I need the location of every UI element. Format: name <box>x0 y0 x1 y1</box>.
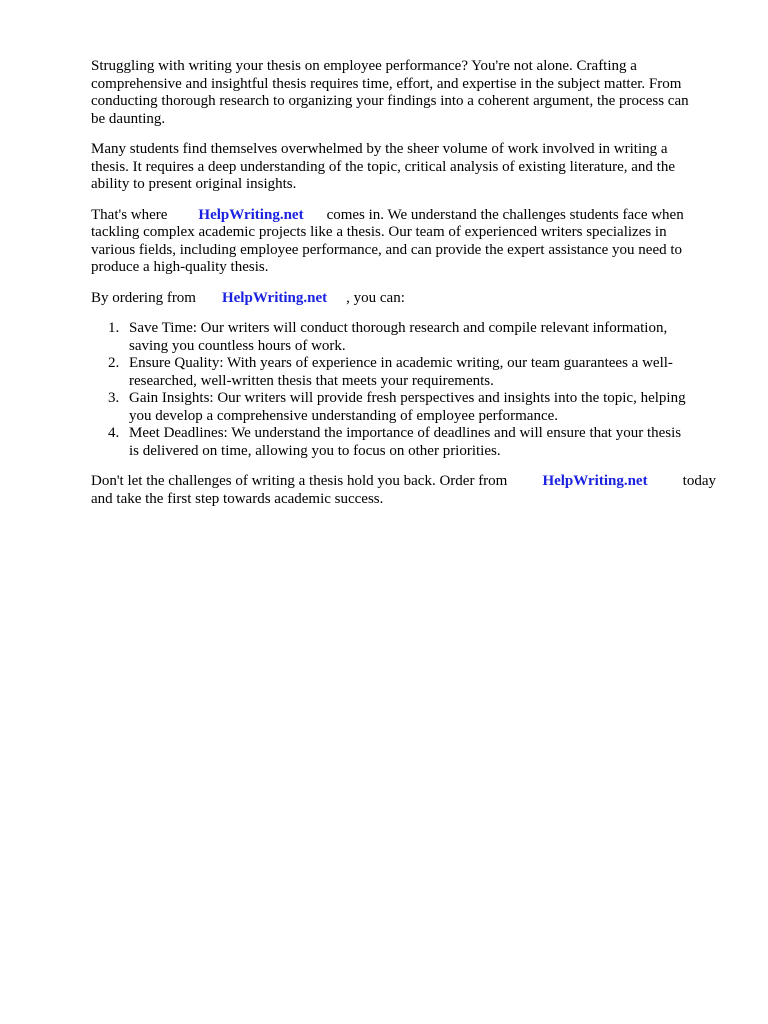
text-fragment: , you can: <box>346 289 405 306</box>
text-fragment: That's where <box>91 206 168 223</box>
text-line: Save Time: Our writers will conduct thorough research and compile relevant information, <box>129 320 668 336</box>
text-line-with-link <box>91 473 716 491</box>
text-fragment: Don't let the challenges of writing a thesis hold you back. Order from <box>91 473 508 489</box>
list-item <box>91 390 716 425</box>
text-line: is delivered on time, allowing you to focus on other priorities. <box>129 442 501 459</box>
text-line: thesis. It requires a deep understanding of the topic, critical analysis of existing literature, and the <box>91 158 675 175</box>
text-line: and take the first step towards academic success. <box>91 490 384 507</box>
list-item <box>91 425 716 460</box>
helpwriting-link[interactable]: HelpWriting.net <box>198 206 304 223</box>
text-line: tackling complex academic projects like a thesis. Our team of experienced writers specializes in <box>91 224 667 240</box>
overwhelmed-paragraph <box>91 141 716 194</box>
text-line-with-link <box>91 207 716 225</box>
list-number: 2. <box>108 355 120 371</box>
closing-paragraph <box>91 473 716 508</box>
document-page <box>91 58 716 521</box>
text-line: Many students find themselves overwhelmed by the sheer volume of work involved in writing a <box>91 141 668 157</box>
list-number: 1. <box>108 320 120 336</box>
ordering-paragraph <box>91 290 716 308</box>
intro-paragraph <box>91 58 716 128</box>
text-line: Struggling with writing your thesis on employee performance? You're not alone. Crafting a <box>91 58 637 74</box>
text-line: you develop a comprehensive understanding of employee performance. <box>129 407 559 424</box>
helpwriting-link[interactable]: HelpWriting.net <box>221 289 328 306</box>
text-fragment: By ordering from <box>91 289 196 306</box>
benefits-list <box>91 320 716 460</box>
service-paragraph <box>91 207 716 277</box>
text-line: saving you countless hours of work. <box>129 337 346 354</box>
text-line: Ensure Quality: With years of experience in academic writing, our team guarantees a well- <box>129 355 673 371</box>
text-fragment: today <box>682 473 716 489</box>
text-line: Meet Deadlines: We understand the importance of deadlines and will ensure that your thesis <box>129 425 682 441</box>
text-line-with-link <box>91 290 716 308</box>
list-number: 3. <box>108 390 120 406</box>
text-line: comprehensive and insightful thesis requires time, effort, and expertise in the subject matter. From <box>91 75 682 92</box>
list-item <box>91 355 716 390</box>
text-line: produce a high-quality thesis. <box>91 259 269 275</box>
text-fragment: comes in. We understand the challenges students face when <box>326 206 684 223</box>
helpwriting-link[interactable]: HelpWriting.net <box>542 473 648 489</box>
text-line: conducting thorough research to organizing your findings into a coherent argument, the process can <box>91 93 689 109</box>
text-line: various fields, including employee performance, and can provide the expert assistance you need to <box>91 241 683 258</box>
text-line: ability to present original insights. <box>91 176 297 192</box>
text-line: researched, well-written thesis that meets your requirements. <box>129 372 494 389</box>
list-item <box>91 320 716 355</box>
list-number: 4. <box>108 425 120 441</box>
text-line: Gain Insights: Our writers will provide fresh perspectives and insights into the topic, helping <box>129 390 686 406</box>
text-line: be daunting. <box>91 110 166 127</box>
